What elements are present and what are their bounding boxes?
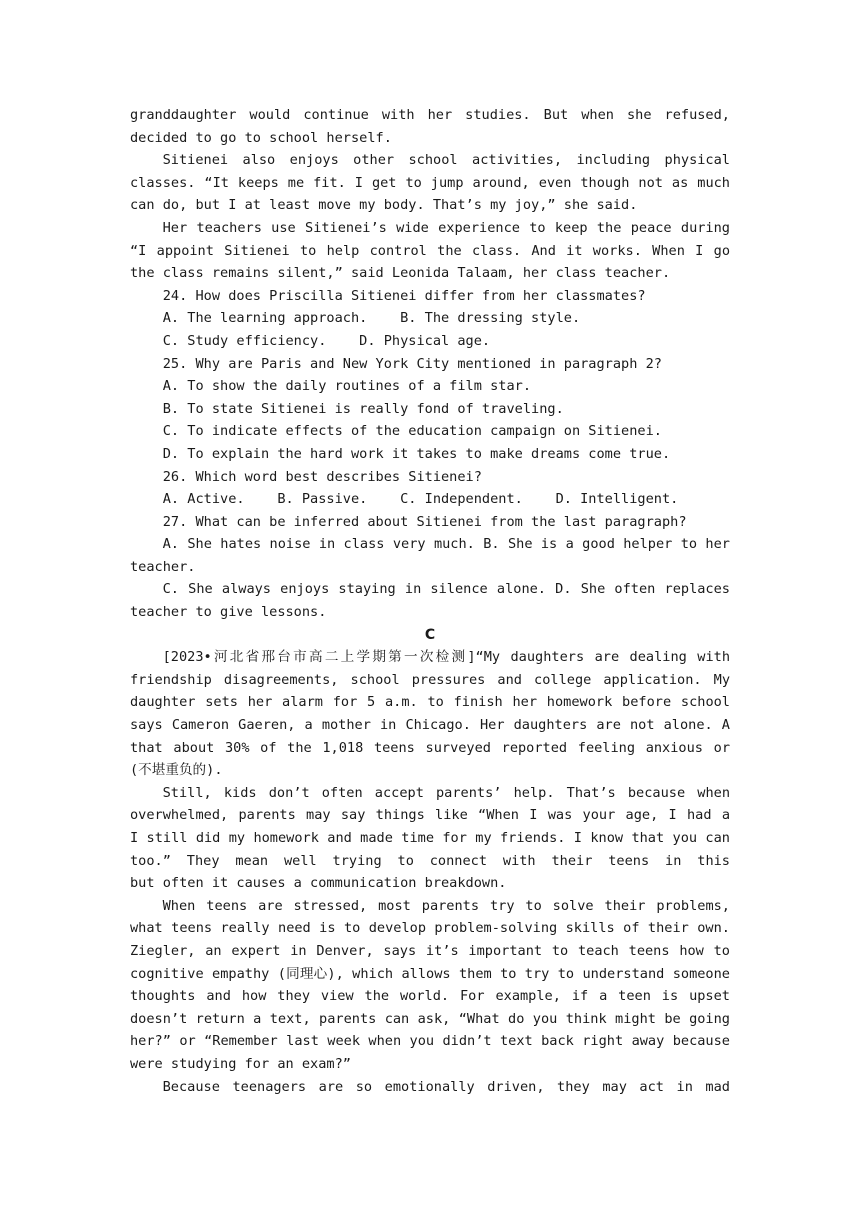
text-line: granddaughter would continue with her studies. But when she refused, [130, 107, 730, 123]
text-line: cognitive empathy (同理心), which allows them to try to understand someone [130, 965, 730, 982]
text-line: overwhelmed, parents may say things like “When I was your age, I had a [130, 807, 730, 824]
text-line: 26. Which word best describes Sitienei? [130, 468, 482, 485]
text-line: B. To state Sitienei is really fond of traveling. [130, 400, 564, 417]
text-line: friendship disagreements, school pressures and college application. My [130, 671, 730, 688]
text-line: “I appoint Sitienei to help control the class. And it works. When I go [130, 242, 730, 259]
text-line: [2023•河北省邢台市高二上学期第一次检测]“My daughters are dealing with [162, 649, 730, 666]
text-line: says Cameron Gaeren, a mother in Chicago. Her daughters are not alone. A [130, 717, 730, 734]
text-line: Ziegler, an expert in Denver, says it’s important to teach teens how to [130, 942, 730, 959]
text-line: decided to go to school herself. [130, 129, 392, 146]
text-line: classes. “It keeps me fit. I get to jump around, even though not as much [130, 174, 730, 191]
text-line: D. To explain the hard work it takes to make dreams come true. [130, 445, 671, 462]
text-line: can do, but I at least move my body. That’s my joy,” she said. [130, 197, 638, 214]
text-line: C. To indicate effects of the education campaign on Sitienei. [130, 423, 662, 440]
section-heading: C [424, 626, 436, 643]
text-line: (不堪重负的). [130, 762, 223, 779]
text-line: I still did my homework and made time for my friends. I know that you can [130, 830, 730, 846]
text-line: the class remains silent,” said Leonida Talaam, her class teacher. [130, 265, 671, 282]
text-line: 27. What can be inferred about Sitienei from the last paragraph? [130, 513, 687, 530]
text-line: too.” They mean well trying to connect with their teens in this [130, 852, 730, 869]
text-line: but often it causes a communication breakdown. [130, 875, 507, 892]
text-line: Because teenagers are so emotionally driven, they may act in mad [162, 1078, 730, 1095]
text-line: 24. How does Priscilla Sitienei differ from her classmates? [130, 287, 646, 304]
text-line: daughter sets her alarm for 5 a.m. to finish her homework before school [130, 694, 730, 711]
text-line: C. Study efficiency. D. Physical age. [130, 332, 491, 349]
text-line: her?” or “Remember last week when you didn’t text back right away because [130, 1033, 730, 1050]
text-line: doesn’t return a text, parents can ask, “What do you think might be going [130, 1010, 730, 1027]
text-line: A. She hates noise in class very much. B. She is a good helper to her [162, 536, 730, 553]
text-line: what teens really need is to develop problem-solving skills of their own. [130, 920, 730, 937]
text-line: A. To show the daily routines of a film star. [130, 378, 532, 395]
text-line: teacher. [130, 558, 196, 575]
text-line: When teens are stressed, most parents try to solve their problems, [162, 897, 730, 914]
text-line: A. Active. B. Passive. C. Independent. D. Intelligent. [130, 491, 679, 508]
text-line: C. She always enjoys staying in silence alone. D. She often replaces [162, 581, 730, 598]
text-line: Sitienei also enjoys other school activities, including physical [162, 152, 730, 169]
text-line: 25. Why are Paris and New York City mentioned in paragraph 2? [130, 355, 662, 372]
text-line: A. The learning approach. B. The dressing style. [130, 310, 581, 327]
text-line: that about 30% of the 1,018 teens surveyed reported feeling anxious or [130, 739, 730, 756]
text-line: Her teachers use Sitienei’s wide experience to keep the peace during [162, 219, 730, 236]
text-line: Still, kids don’t often accept parents’ help. That’s because when [162, 784, 730, 801]
text-line: teacher to give lessons. [130, 604, 327, 621]
document-page [130, 104, 730, 1098]
text-line: thoughts and how they view the world. For example, if a teen is upset [130, 988, 730, 1005]
text-line: were studying for an exam?” [130, 1055, 351, 1072]
